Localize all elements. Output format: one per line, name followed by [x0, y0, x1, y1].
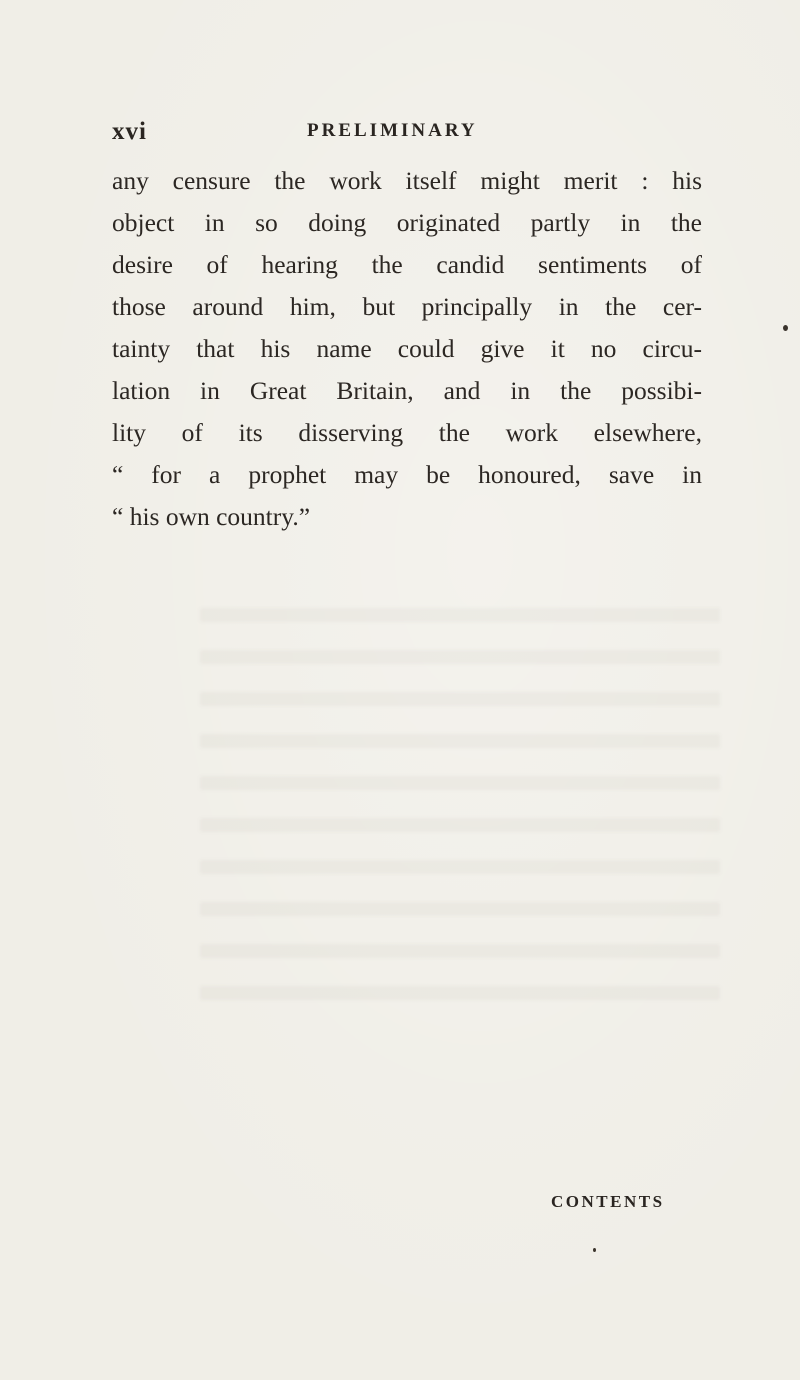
text-line: tainty that his name could give it no circu-	[112, 334, 702, 363]
catchword: CONTENTS	[551, 1192, 665, 1211]
ink-speck	[783, 325, 788, 331]
text-line: lity of its disserving the work elsewhere,	[112, 418, 702, 447]
text-line: desire of hearing the candid sentiments of	[112, 250, 702, 279]
text-line: “ his own country.”	[112, 502, 311, 531]
text-line: object in so doing originated partly in the	[112, 208, 702, 237]
page-number: xvi	[112, 118, 147, 145]
running-title: PRELIMINARY	[307, 120, 478, 141]
running-head	[112, 118, 702, 148]
show-through-texture	[200, 580, 720, 1000]
text-line: those around him, but principally in the cer-	[112, 292, 702, 321]
text-line: “ for a prophet may be honoured, save in	[112, 460, 702, 489]
text-line: any censure the work itself might merit : his	[112, 166, 702, 195]
ink-speck	[593, 1248, 596, 1252]
text-line: lation in Great Britain, and in the possibi-	[112, 376, 702, 405]
body-paragraph	[112, 160, 702, 538]
